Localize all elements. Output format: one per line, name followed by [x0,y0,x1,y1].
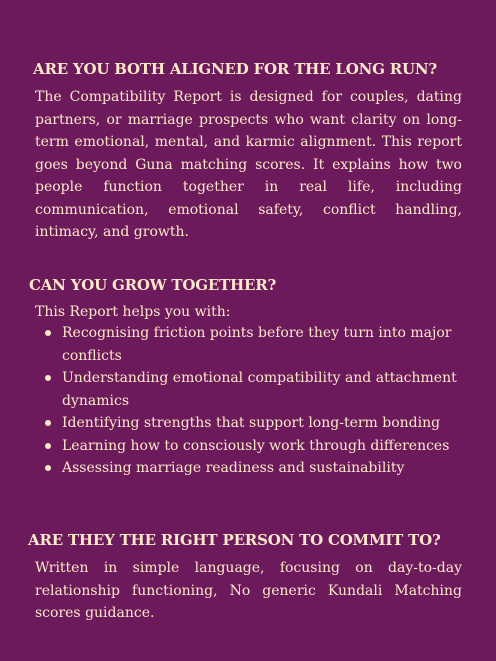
list-item-text: Recognising friction points before they turn into major conflicts [62,325,452,364]
list-item [36,457,466,480]
bullet-icon [45,420,51,426]
list-item [36,322,466,367]
list-item [36,435,466,458]
list-item [36,412,466,435]
section-intro-grow: This Report helps you with: [35,304,231,320]
bullet-icon [45,375,51,381]
list-item-text: Understanding emotional compatibility and attachment dynamics [62,370,457,409]
section-heading-aligned: ARE YOU BOTH ALIGNED FOR THE LONG RUN? [33,60,437,78]
list-item-text: Learning how to consciously work through differences [62,437,450,454]
bullet-icon [45,443,51,449]
section-body-aligned: The Compatibility Report is designed for couples, dating partners, or marriage prospects who want clarity on long-term emotional, mental, and karmic alignment. This report goes beyond Guna matching scores. It explains how two people function together in real life, including communication, emotional safety, conflict handling, intimacy, and growth. [35,89,462,240]
benefits-list [36,322,466,480]
section-heading-grow: CAN YOU GROW TOGETHER? [29,276,277,294]
bullet-icon [45,330,51,336]
list-item-text: Identifying strengths that support long-term bonding [62,415,441,431]
list-item-text: Assessing marriage readiness and sustainability [62,460,405,476]
section-heading-commit: ARE THEY THE RIGHT PERSON TO COMMIT TO? [28,531,441,549]
section-body-commit: Written in simple language, focusing on day-to-day relationship functioning, No generic Kundali Matching scores guidance. [35,560,462,621]
list-item [36,367,466,412]
bullet-icon [45,465,51,471]
